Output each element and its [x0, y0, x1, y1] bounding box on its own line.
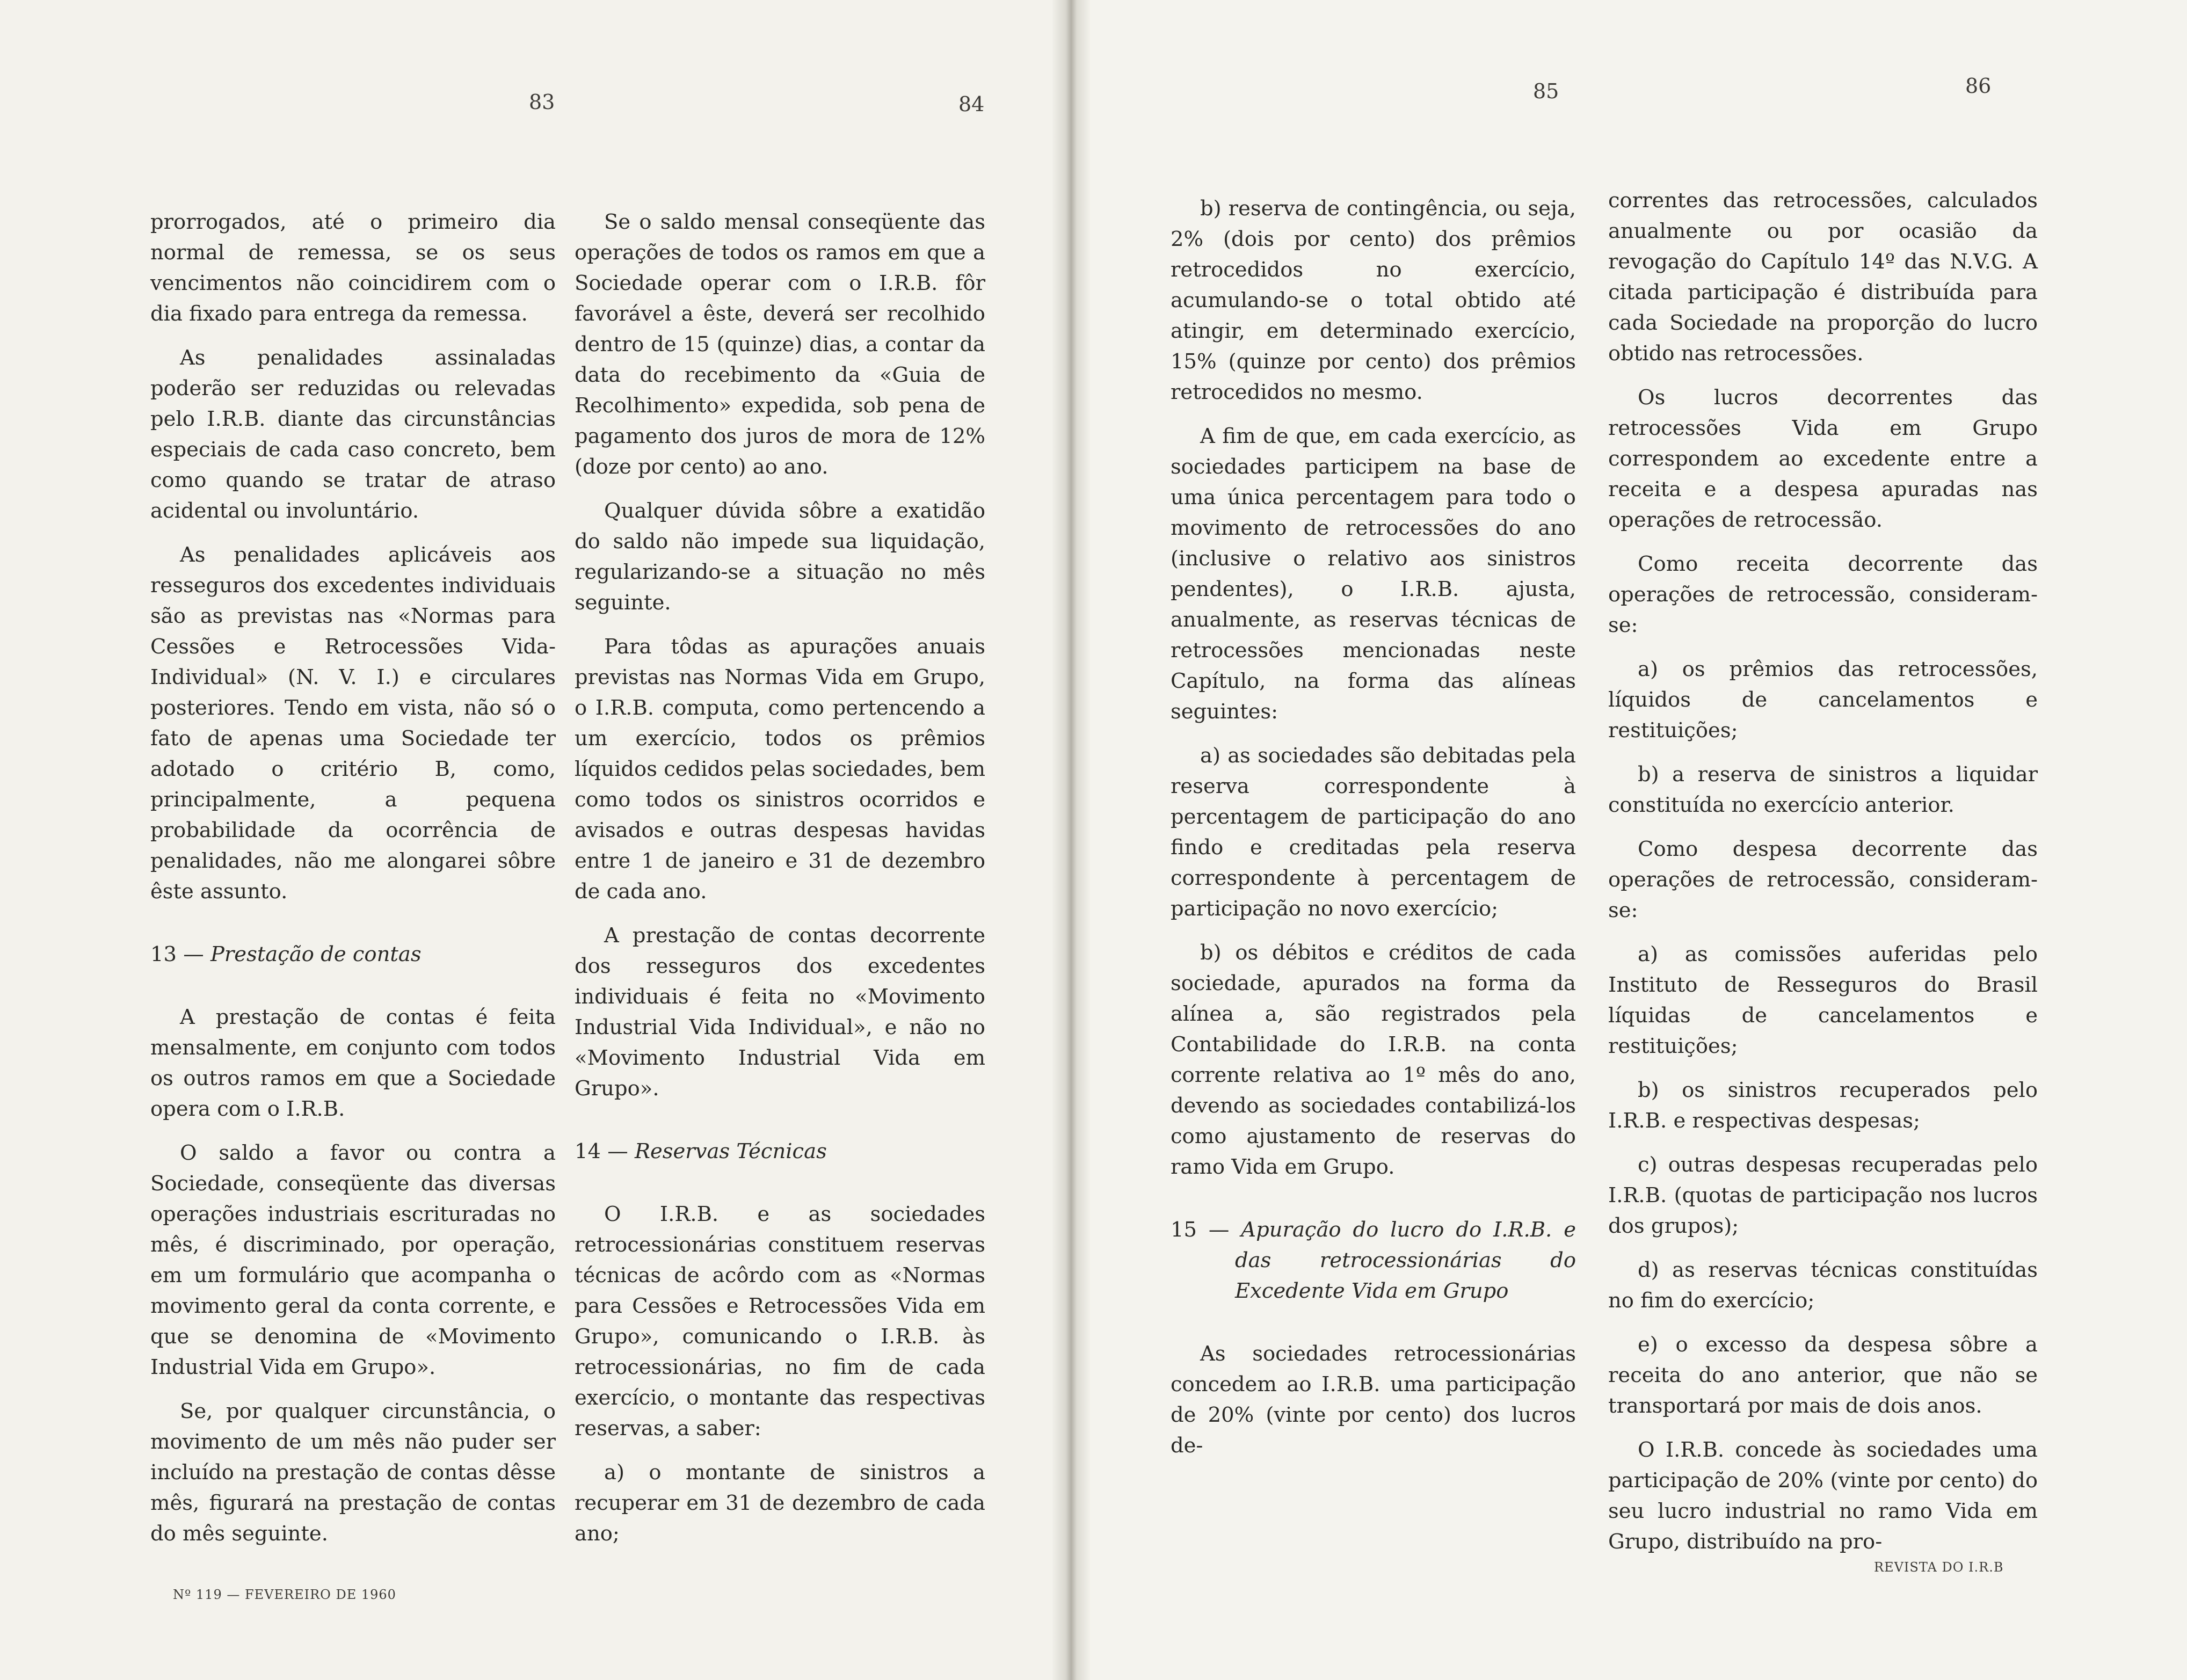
- paragraph: a) as comissões auferidas pelo Instituto de Resseguros do Brasil líquidas de cancelamentos e restituições;: [1608, 942, 2038, 1058]
- paragraph: A prestação de contas decorrente dos resseguros dos excedentes individuais é feita no «Movimento Industrial Vida Individual», e não no «Movimento Industrial Vida em Grupo».: [575, 923, 985, 1101]
- paragraph: Como receita decorrente das operações de retrocessão, consideram-se:: [1608, 552, 2038, 637]
- footer-issue: Nº 119 — FEVEREIRO DE 1960: [173, 1587, 396, 1602]
- section-heading-13: [150, 939, 556, 970]
- section-title: Prestação de contas: [210, 942, 422, 966]
- paragraph: Se, por qualquer circunstância, o movimento de um mês não puder ser incluído na prestação de contas dêsse mês, figurará na prestação de contas do mês seguinte.: [150, 1399, 556, 1546]
- section-number: 14 —: [575, 1139, 628, 1163]
- section-number: 15 —: [1171, 1218, 1230, 1242]
- paragraph: Qualquer dúvida sôbre a exatidão do saldo não impede sua liquidação, regularizando-se a situação no mês seguinte.: [575, 499, 985, 615]
- page-84-column: [575, 207, 985, 1562]
- paragraph: a) o montante de sinistros a recuperar em 31 de dezembro de cada ano;: [575, 1460, 985, 1546]
- paragraph: a) os prêmios das retrocessões, líquidos de cancelamentos e restituições;: [1608, 657, 2038, 743]
- paragraph: Os lucros decorrentes das retrocessões Vida em Grupo correspondem ao excedente entre a receita e a despesa apuradas nas operações de retrocessão.: [1608, 386, 2038, 532]
- paragraph: b) os débitos e créditos de cada sociedade, apurados na forma da alínea a, são registrados pela Contabilidade do I.R.B. na conta corrente relativa ao 1º mês do ano, devendo as sociedades contabilizá-los como ajustamento de reservas do ramo Vida em Grupo.: [1171, 941, 1576, 1179]
- paragraph: As sociedades retrocessionárias concedem ao I.R.B. uma participação de 20% (vinte por cento) dos lucros de-: [1171, 1342, 1576, 1458]
- page-number-86: 86: [1965, 74, 1992, 98]
- section-title: Apuração do lucro do I.R.B. e das retrocessionárias do Excedente Vida em Grupo: [1235, 1218, 1576, 1303]
- paragraph: d) as reservas técnicas constituídas no fim do exercício;: [1608, 1258, 2038, 1313]
- section-title: Reservas Técnicas: [634, 1139, 827, 1163]
- paragraph: O I.R.B. concede às sociedades uma participação de 20% (vinte por cento) do seu lucro industrial no ramo Vida em Grupo, distribuído na pro-: [1608, 1438, 2038, 1554]
- paragraph: a) as sociedades são debitadas pela reserva correspondente à percentagem de participação do ano findo e creditadas pela reserva correspondente à percentagem de participação no novo exercício;: [1171, 744, 1576, 921]
- footer-journal: REVISTA DO I.R.B: [1874, 1560, 2004, 1575]
- paragraph: A fim de que, em cada exercício, as sociedades participem na base de uma única percentagem para todo o movimento de retrocessões do ano (inclusive o relativo aos sinistros pendentes), o I.R.B. ajusta, anualmente, as reservas técnicas de retrocessões mencionadas neste Capítulo, na forma das alíneas seguintes:: [1171, 424, 1576, 724]
- paragraph: Como despesa decorrente das operações de retrocessão, consideram-se:: [1608, 837, 2038, 922]
- paragraph: prorrogados, até o primeiro dia normal de remessa, se os seus vencimentos não coincidirem com o dia fixado para entrega da remessa.: [150, 210, 556, 326]
- section-heading-14: [575, 1136, 985, 1167]
- paragraph: correntes das retrocessões, calculados anualmente ou por ocasião da revogação do Capítulo 14º das N.V.G. A citada participação é distribuída para cada Sociedade na proporção do lucro obtido nas retrocessões.: [1608, 188, 2038, 366]
- page-number-85: 85: [1533, 79, 1559, 103]
- page-number-84: 84: [958, 92, 985, 116]
- paragraph: b) reserva de contingência, ou seja, 2% (dois por cento) dos prêmios retrocedidos no exercício, acumulando-se o total obtido até atingir, em determinado exercício, 15% (quinze por cento) dos prêmios retrocedidos no mesmo.: [1171, 197, 1576, 404]
- section-number: 13 —: [150, 942, 204, 966]
- binding-gutter: [1052, 0, 1090, 1680]
- paragraph: Para tôdas as apurações anuais previstas nas Normas Vida em Grupo, o I.R.B. computa, como pertencendo a um exercício, todos os prêmios líquidos cedidos pelas sociedades, bem como todos os sinistros ocorridos e avisados e outras despesas havidas entre 1 de janeiro e 31 de dezembro de cada ano.: [575, 635, 985, 904]
- paragraph: e) o excesso da despesa sôbre a receita do ano anterior, que não se transportará por mais de dois anos.: [1608, 1333, 2038, 1418]
- paragraph: Se o saldo mensal conseqüente das operações de todos os ramos em que a Sociedade operar com o I.R.B. fôr favorável a êste, deverá ser recolhido dentro de 15 (quinze) dias, a contar da data do recebimento da «Guia de Recolhimento» expedida, sob pena de pagamento dos juros de mora de 12% (doze por cento) ao ano.: [575, 210, 985, 479]
- paragraph: c) outras despesas recuperadas pelo I.R.B. (quotas de participação nos lucros dos grupos);: [1608, 1153, 2038, 1238]
- paragraph: O I.R.B. e as sociedades retrocessionárias constituem reservas técnicas de acôrdo com as «Normas para Cessões e Retrocessões Vida em Grupo», comunicando o I.R.B. às retrocessionárias, no fim de cada exercício, o montante das respectivas reservas, a saber:: [575, 1202, 985, 1441]
- page-85-column: [1171, 193, 1576, 1474]
- page-83-column: [150, 207, 556, 1562]
- paragraph: As penalidades assinaladas poderão ser reduzidas ou relevadas pelo I.R.B. diante das circunstâncias especiais de cada caso concreto, bem como quando se tratar de atraso acidental ou involuntário.: [150, 346, 556, 523]
- page-number-83: 83: [529, 90, 555, 114]
- paragraph: b) a reserva de sinistros a liquidar constituída no exercício anterior.: [1608, 762, 2038, 817]
- paragraph: As penalidades aplicáveis aos resseguros dos excedentes individuais são as previstas nas «Normas para Cessões e Retrocessões Vida-Individual» (N. V. I.) e circulares posteriores. Tendo em vista, não só o fato de apenas uma Sociedade ter adotado o critério B, como, principalmente, a pequena probabilidade da ocorrência de penalidades, não me alongarei sôbre êste assunto.: [150, 543, 556, 904]
- section-heading-15: [1171, 1214, 1576, 1306]
- paragraph: O saldo a favor ou contra a Sociedade, conseqüente das diversas operações industriais escrituradas no mês, é discriminado, por operação, em um formulário que acompanha o movimento geral da conta corrente, e que se denomina de «Movimento Industrial Vida em Grupo».: [150, 1141, 556, 1379]
- paragraph: A prestação de contas é feita mensalmente, em conjunto com todos os outros ramos em que a Sociedade opera com o I.R.B.: [150, 1005, 556, 1121]
- paragraph: b) os sinistros recuperados pelo I.R.B. e respectivas despesas;: [1608, 1078, 2038, 1133]
- page-86-column: [1608, 185, 2038, 1570]
